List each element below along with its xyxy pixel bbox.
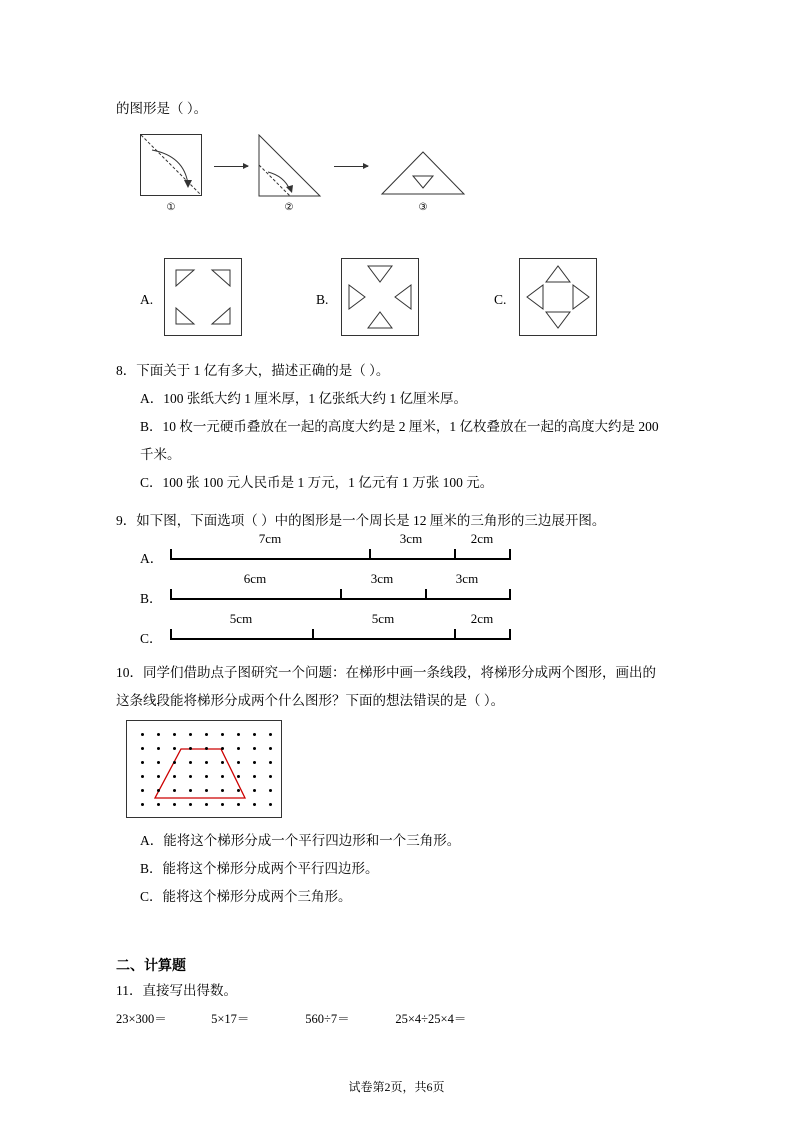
grid-dot (237, 803, 240, 806)
q9-stem (116, 508, 678, 534)
grid-dot (253, 733, 256, 736)
q8-option-b[interactable]: B．10 枚一元硬币叠放在一起的高度大约是 2 厘米，1 亿枚叠放在一起的高度大约是 200 (140, 419, 659, 434)
grid-dot (269, 747, 272, 750)
grid-dot (205, 761, 208, 764)
q7-caption-2: ② (284, 202, 294, 213)
q9-option-a-label: A． (140, 551, 164, 566)
grid-dot (157, 733, 160, 736)
grid-dot (253, 803, 256, 806)
q8-number: 8． (116, 363, 137, 378)
q9-ruler-c[interactable] (170, 611, 511, 640)
q9-number: 9． (116, 513, 137, 528)
q9-ruler-a[interactable] (170, 531, 511, 560)
q7-option-a-shapes (164, 258, 242, 336)
grid-dot (157, 747, 160, 750)
q10-stem-text1: 同学们借助点子图研究一个问题：在梯形中画一条线段，将梯形分成两个图形，画出的 (143, 665, 656, 680)
section-2-heading: 二、计算题 (116, 957, 186, 973)
grid-dot (253, 747, 256, 750)
q9-row-a (116, 531, 678, 574)
q11-stem (116, 978, 678, 1004)
q9-b-seg3: 3cm (455, 571, 479, 586)
q9-c-seg3: 2cm (470, 611, 494, 626)
q7-figure-strip (128, 128, 678, 246)
q7-option-b-label: B. (316, 292, 329, 307)
q9-ruler-b[interactable] (170, 571, 511, 600)
q10-stem-line2: 这条线段能将梯形分成两个什么图形？下面的想法错误的是（ ）。 (116, 693, 505, 708)
grid-dot (221, 761, 224, 764)
grid-dot (189, 747, 192, 750)
q9-option-b-label: B． (140, 591, 163, 606)
q7-option-c-label: C. (494, 292, 507, 307)
grid-dot (237, 761, 240, 764)
ruler-tick (170, 629, 172, 640)
grid-dot (141, 761, 144, 764)
grid-dot (205, 733, 208, 736)
q7-option-b-shapes (341, 258, 419, 336)
ruler-tick (509, 549, 511, 560)
ruler-tick (454, 629, 456, 640)
grid-dot (253, 789, 256, 792)
q8-option-c-real[interactable]: C．100 张 100 元人民币是 1 万元，1 亿元有 1 万张 100 元。 (140, 475, 494, 490)
grid-dot (221, 747, 224, 750)
grid-dot (189, 761, 192, 764)
q7-step2-triangle (258, 134, 322, 198)
page-footer: 试卷第2页，共6页 (348, 1080, 445, 1094)
grid-dot (157, 761, 160, 764)
q9-stem-text: 如下图，下面选项（ ）中的图形是一个周长是 12 厘米的三角形的三边展开图。 (136, 513, 606, 528)
q9-b-seg1: 6cm (243, 571, 267, 586)
grid-dot (141, 775, 144, 778)
q10-number: 10． (116, 665, 143, 680)
ruler-tick (369, 549, 371, 560)
grid-dot (157, 775, 160, 778)
grid-dot (205, 747, 208, 750)
q9-c-seg2: 5cm (371, 611, 395, 626)
ruler-tick (454, 549, 456, 560)
ruler-tick (340, 589, 342, 600)
grid-dot (141, 747, 144, 750)
grid-dot (269, 761, 272, 764)
q9-row-c (116, 611, 678, 654)
grid-dot (173, 733, 176, 736)
q11-stem-text: 直接写出得数。 (142, 983, 237, 998)
q11-expr-2: 5×17＝ (211, 1012, 250, 1026)
grid-dot (157, 789, 160, 792)
grid-dot (253, 775, 256, 778)
grid-dot (141, 733, 144, 736)
grid-dot (205, 775, 208, 778)
grid-dot (157, 803, 160, 806)
grid-dot (237, 775, 240, 778)
grid-dot (221, 733, 224, 736)
q8-option-a[interactable]: A．100 张纸大约 1 厘米厚，1 亿张纸大约 1 亿厘米厚。 (140, 391, 467, 406)
q7-caption-1: ① (166, 202, 176, 213)
q11-expressions (116, 1006, 678, 1032)
q8-stem-text: 下面关于 1 亿有多大，描述正确的是（ ）。 (136, 363, 390, 378)
grid-dot (269, 733, 272, 736)
grid-dot (189, 789, 192, 792)
grid-dot (173, 747, 176, 750)
q9-c-seg1: 5cm (229, 611, 253, 626)
grid-dot (253, 761, 256, 764)
q7-arrow-1 (214, 166, 248, 167)
grid-dot (141, 789, 144, 792)
q11-expr-1: 23×300＝ (116, 1012, 167, 1026)
q9-a-seg1: 7cm (258, 531, 282, 546)
grid-dot (189, 733, 192, 736)
grid-dot (173, 803, 176, 806)
q9-option-c-label: C． (140, 631, 163, 646)
grid-dot (269, 789, 272, 792)
q9-b-seg2: 3cm (370, 571, 394, 586)
grid-dot (221, 789, 224, 792)
page-content (116, 96, 678, 1045)
q7-answer-row (116, 256, 678, 344)
grid-dot (221, 775, 224, 778)
ruler-tick (509, 589, 511, 600)
grid-dot (173, 775, 176, 778)
grid-dot (237, 747, 240, 750)
grid-dot (237, 789, 240, 792)
q11-expr-4: 25×4÷25×4＝ (395, 1012, 467, 1026)
grid-dot (173, 789, 176, 792)
grid-dot (173, 761, 176, 764)
q11-expr-3: 560÷7＝ (305, 1012, 350, 1026)
ruler-tick (170, 549, 172, 560)
q10-option-b[interactable]: B．能将这个梯形分成两个平行四边形。 (140, 861, 379, 876)
ruler-tick (170, 589, 172, 600)
q7-step1-detail (140, 134, 202, 196)
grid-dot (141, 803, 144, 806)
grid-dot (269, 775, 272, 778)
q11-number: 11． (116, 983, 143, 998)
q7-caption-3: ③ (418, 202, 428, 213)
q8-stem (116, 358, 678, 384)
q10-stem-line1 (116, 660, 678, 686)
grid-dot (221, 803, 224, 806)
q7-option-c-shapes (519, 258, 597, 336)
ruler-tick (312, 629, 314, 640)
grid-dot (189, 775, 192, 778)
q7-step3-triangle (380, 150, 466, 196)
grid-dot (205, 789, 208, 792)
q9-a-seg2: 3cm (399, 531, 423, 546)
grid-dot (189, 803, 192, 806)
q7-stem: 的图形是（ ）。 (116, 101, 208, 116)
q7-arrow-2 (334, 166, 368, 167)
grid-dot (205, 803, 208, 806)
q10-option-c[interactable]: C．能将这个梯形分成两个三角形。 (140, 889, 352, 904)
grid-dot (237, 733, 240, 736)
q10-dot-grid (126, 720, 282, 818)
q7-option-a-label: A. (140, 292, 154, 307)
ruler-tick (425, 589, 427, 600)
q9-a-seg3: 2cm (470, 531, 494, 546)
q10-option-a[interactable]: A．能将这个梯形分成一个平行四边形和一个三角形。 (140, 833, 461, 848)
q8-option-b-cont: 千米。 (140, 447, 181, 462)
q9-row-b (116, 571, 678, 614)
ruler-tick (509, 629, 511, 640)
grid-dot (269, 803, 272, 806)
